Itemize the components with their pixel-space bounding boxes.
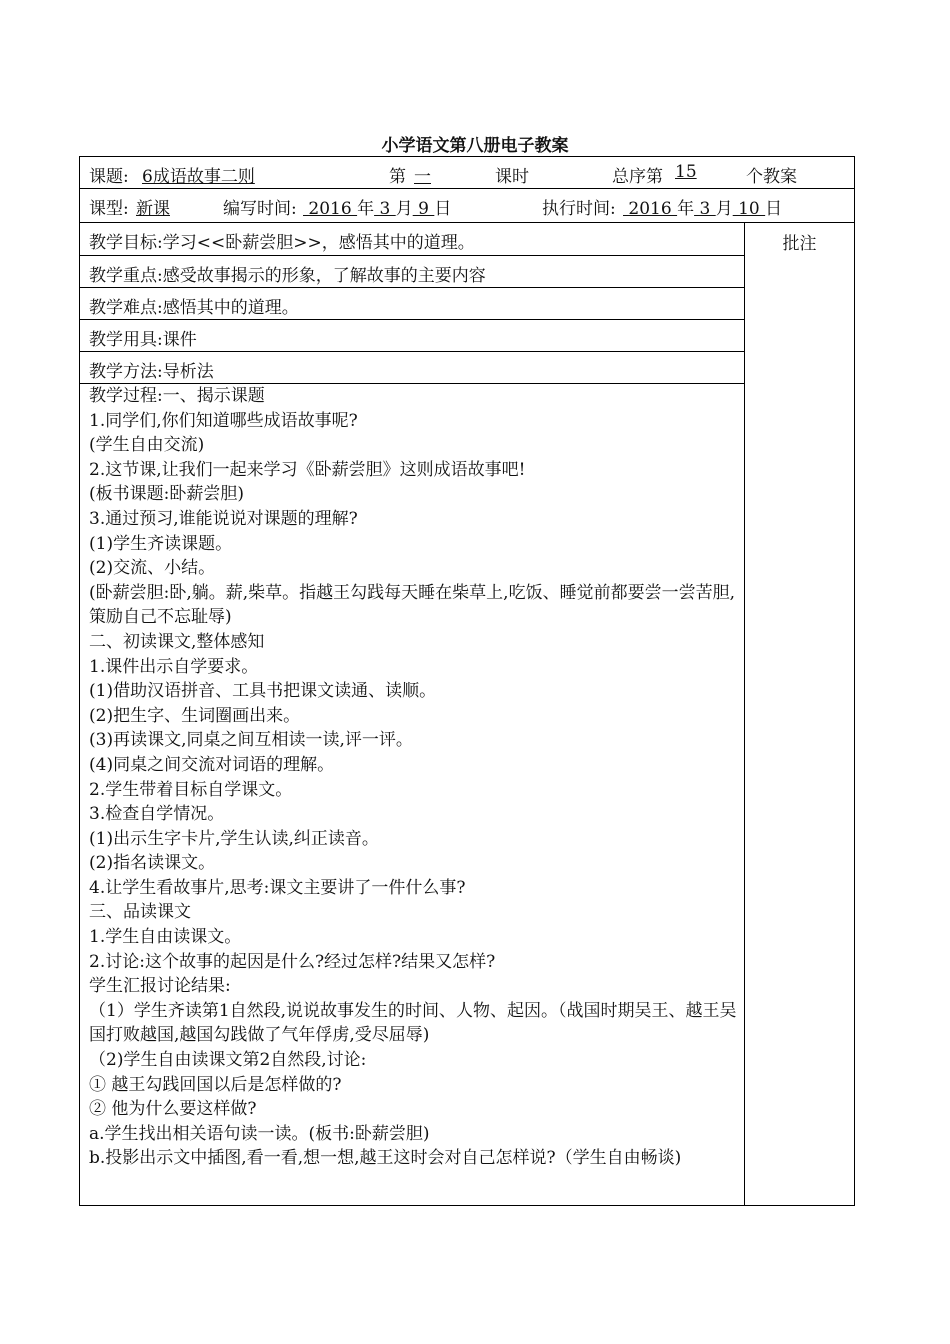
process-line: （2)学生自由读课文第2自然段,讨论:: [89, 1050, 367, 1071]
order-suffix: 个教案: [746, 167, 797, 187]
process-line: ② 他为什么要这样做?: [89, 1099, 257, 1120]
process-line: 4.让学生看故事片,思考:课文主要讲了一件什么事?: [89, 877, 466, 898]
process-line: 3.通过预习,谁能说说对课题的理解?: [89, 508, 358, 529]
order-prefix: 总序第: [612, 167, 663, 187]
process-line: (2)交流、小结。: [89, 558, 216, 579]
process-line: 2.学生带着目标自学课文。: [89, 779, 293, 800]
process-line: 2.讨论:这个故事的起因是什么?经过怎样?结果又怎样?: [89, 951, 496, 972]
method-row: [80, 352, 745, 384]
topic-value: 6成语故事二则: [142, 167, 255, 187]
difficulty-row: [80, 288, 745, 320]
process-line: (4)同桌之间交流对词语的理解。: [89, 754, 335, 775]
process-line: 1.学生自由读课文。: [89, 927, 242, 948]
topic-label: 课题:: [89, 167, 129, 187]
teaching-focus: 教学重点:感受故事揭示的形象，了解故事的主要内容: [89, 266, 486, 286]
process-line: 3.检查自学情况。: [89, 804, 225, 825]
process-line: ① 越王勾践回国以后是怎样做的?: [89, 1074, 342, 1095]
process-line: (学生自由交流): [89, 435, 205, 456]
process-line: (1)学生齐读课题。: [89, 533, 233, 554]
process-line: 二、初读课文,整体感知: [89, 631, 265, 652]
exec-time-value: 2016 年 3 月 10 日: [623, 199, 783, 219]
lesson-plan-table: [79, 156, 855, 1206]
type-label: 课型:: [89, 199, 129, 219]
process-line: (2)指名读课文。: [89, 853, 216, 874]
teaching-method: 教学方法:导析法: [89, 362, 214, 382]
process-line: (3)再读课文,同桌之间互相读一读,评一评。: [89, 730, 413, 751]
process-line: (1)借助汉语拼音、工具书把课文读通、读顺。: [89, 681, 437, 702]
process-line: 教学过程:一、揭示课题: [89, 386, 265, 406]
type-value: 新课: [136, 199, 170, 219]
annotation-header: 批注: [782, 234, 817, 254]
write-time-value: 2016 年 3 月 9 日: [303, 199, 452, 219]
order-value: 15: [675, 162, 697, 182]
goal-row: [80, 223, 745, 256]
process-line: (板书课题:卧薪尝胆): [89, 484, 244, 505]
period-suffix: 课时: [495, 167, 529, 187]
process-line: 1.课件出示自学要求。: [89, 656, 259, 677]
process-line: 学生汇报讨论结果:: [89, 976, 231, 997]
teaching-tools: 教学用具:课件: [89, 330, 197, 350]
process-line: 三、品读课文: [89, 902, 191, 923]
process-line: (1)出示生字卡片,学生认读,纠正读音。: [89, 828, 379, 849]
teaching-difficulty: 教学难点:感悟其中的道理。: [89, 298, 299, 318]
process-line: (卧薪尝胆:卧,躺。薪,柴草。指越王勾践每天睡在柴草上,吃饭、睡觉前都要尝一尝苦胆,策励自己不忘耻辱): [89, 582, 735, 628]
header-row-dates: [80, 189, 854, 223]
process-line: 2.这节课,让我们一起来学习《卧薪尝胆》这则成语故事吧!: [89, 459, 526, 480]
process-line: 1.同学们,你们知道哪些成语故事呢?: [89, 410, 358, 431]
process-line: (2)把生字、生词圈画出来。: [89, 705, 301, 726]
exec-time-label: 执行时间:: [542, 199, 616, 219]
process-line: （1）学生齐读第1自然段,说说故事发生的时间、人物、起因。（战国时期吴王、越王吴国打败越国,越国勾践做了气年俘虏,受尽屈辱): [89, 1000, 737, 1046]
focus-row: [80, 256, 745, 288]
period-value: 一: [414, 167, 431, 187]
period-prefix: 第: [389, 167, 406, 187]
write-time-label: 编写时间:: [223, 199, 297, 219]
column-divider: [744, 223, 745, 1205]
process-line: b.投影出示文中插图,看一看,想一想,越王这时会对自己怎样说?（学生自由畅谈): [89, 1148, 682, 1169]
document-title: 小学语文第八册电子教案: [381, 136, 569, 156]
teaching-process: [89, 384, 737, 1171]
teaching-goal: 教学目标:学习<<卧薪尝胆>>，感悟其中的道理。: [89, 233, 475, 253]
tools-row: [80, 320, 745, 352]
process-line: a.学生找出相关语句读一读。(板书:卧薪尝胆): [89, 1123, 430, 1144]
header-row-topic: [80, 157, 854, 189]
